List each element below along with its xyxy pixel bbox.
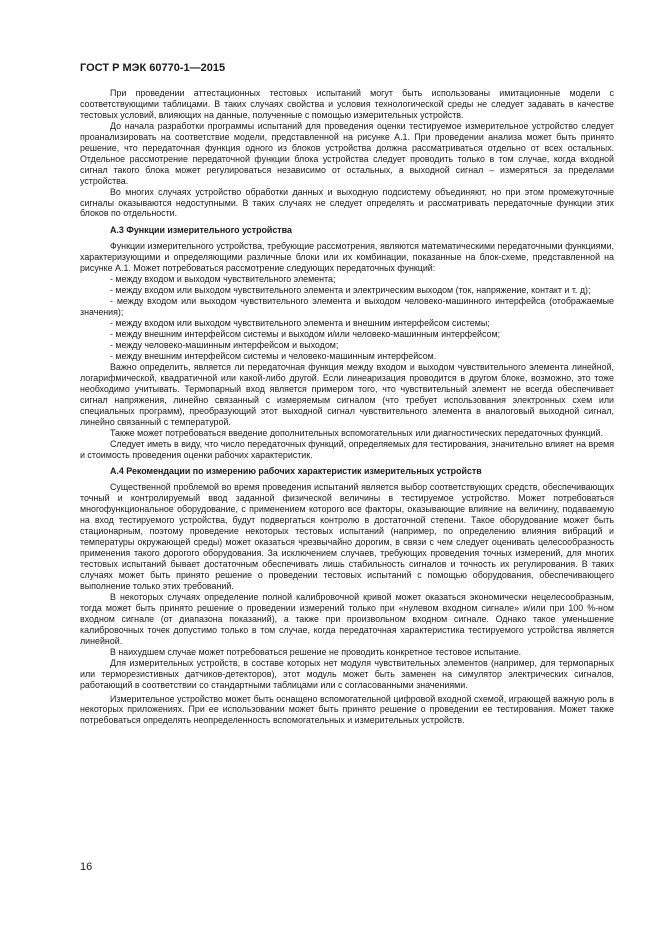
list-item-3: - между входом или выходом чувствительного элемента и выходом человеко-машинного интерфейса (отображаемые значения);: [80, 296, 614, 318]
paragraph-7: Следует иметь в виду, что число передаточных функций, определяемых для тестирования, значительно влияет на время и стоимость проведения оценки рабочих характеристик.: [80, 438, 614, 460]
paragraph-1: При проведении аттестационных тестовых испытаний могут быть использованы имитационные модели с соответствующими таблицами. В таких случаях свойства и условия технологической среды не следует задавать в качестве тестовых условий, влияющих на данные, полученные с помощью измерительных устройств.: [80, 88, 614, 120]
list-item-2: - между входом или выходом чувствительного элемента и электрическим выходом (ток, напряжение, контакт и т. д);: [110, 285, 591, 296]
paragraph-6: Также может потребоваться введение дополнительных вспомогательных или диагностических передаточных функций.: [110, 427, 603, 438]
paragraph-4: Функции измерительного устройства, требующие рассмотрения, являются математическими передаточными функциями, характеризующими и определяющими различные блоки или их комбинации, показанные на блок-схеме, представленной на рисунке А.1. Может потребоваться рассмотрение следующих передаточных функций:: [80, 241, 614, 274]
paragraph-5: Важно определить, является ли передаточная функция между входом и выходом чувствительного элемента линейной, логарифмической, квадратичной или какой-либо другой. Если линеаризация проводится в другом блоке, возможно, это тоже необходимо учитывать. Термопарный вход является примером того, что чувствительный элемент не всегда обеспечивает сигнал напряжения, линейно связанный с измеряемым сигналом (что требует использования электронных схем или специальных программ), преобразующий этот выходной сигнал чувствительного элемента в аналоговый выходной сигнал, линейно связанный с температурой.: [80, 361, 614, 427]
paragraph-11: Для измерительных устройств, в составе которых нет модуля чувствительных элементов (например, для термопарных или терморезистивных датчиков-детекторов), этот модуль может быть заменен на симулятор электрических сигналов, работающий в соответствии со стандартными таблицами или с согласованными значениями.: [80, 657, 614, 690]
section-heading-a4: А.4 Рекомендации по измерению рабочих характеристик измерительных устройств: [110, 466, 482, 477]
paragraph-9: В некоторых случаях определение полной калибровочной кривой может оказаться экономически нецелесообразным, тогда может быть принято решение о проведении измерений только при «нулевом входном сигнале» и/или при 100 %-ном входном сигнале (от диапазона показаний), а также при произвольном входном сигнале. Однако такое уменьшение калибровочных точек допустимо только в том случае, когда передаточная характеристика тестируемого устройства является линейной.: [80, 591, 614, 646]
list-item-1: - между входом и выходом чувствительного элемента;: [110, 274, 336, 285]
section-heading-a3: А.3 Функции измерительного устройства: [110, 225, 292, 236]
document-header: ГОСТ Р МЭК 60770-1—2015: [80, 62, 226, 74]
list-item-5: - между внешним интерфейсом системы и выходом и/или человеко-машинным интерфейсом;: [110, 329, 501, 340]
paragraph-8: Существенной проблемой во время проведения испытаний является выбор соответствующих средств, обеспечивающих точный и контролируемый ввод заданной физической величины в тестируемое устройство. Может потребоваться многофункциональное оборудование, с применением которого все факторы, оказывающие влияние на величину, подаваемую на вход тестируемого устройства, будут подвергаться контролю в достаточной степени. Такое оборудование может быть стационарным, поэтому проведение некоторых тестовых испытаний (например, по определению влияния вибраций и температуры окружающей среды) может оказаться чрезвычайно дорогим, в связи с чем следует оценивать целесообразность применения такого дорогого оборудования. За исключением случаев, требующих проведения точных измерений, для многих тестовых испытаний бывает достаточным обеспечивать лишь стабильность сигналов и точность их регулирования. В таких случаях может быть принято решение о проведении тестовых испытаний с помощью оборудования, обеспечивающего выполнение только этих требований.: [80, 482, 614, 591]
paragraph-2: До начала разработки программы испытаний для проведения оценки тестируемое измерительное устройство следует проанализировать на соответствие модели, представленной на рисунке А.1. При проведении анализа может быть принято решение, что передаточная функция одного из блоков устройства должна рассматриваться отдельно от всех остальных. Отдельное рассмотрение передаточной функции блока устройства следует проводить только в том случае, когда входной сигнал такого блока может регулироваться независимо от остальных, а выходной сигнал – измеряться за пределами устройства.: [80, 120, 614, 186]
list-item-4: - между входом или выходом чувствительного элемента и внешним интерфейсом системы;: [110, 318, 490, 329]
list-item-7: - между внешним интерфейсом системы и человеко-машинным интерфейсом.: [110, 350, 437, 361]
paragraph-10: В наихудшем случае может потребоваться решение не проводить конкретное тестовое испытание.: [110, 646, 522, 657]
paragraph-3: Во многих случаях устройство обработки данных и выходную подсистему объединяют, но при этом промежуточные сигналы оказываются недоступными. В таких случаях не следует определять и рассматривать передаточные функции этих блоков по отдельности.: [80, 186, 614, 219]
page-number: 16: [80, 861, 93, 873]
document-body: [80, 88, 614, 726]
list-item-6: - между человеко-машинным интерфейсом и выходом;: [110, 339, 339, 350]
paragraph-12: Измерительное устройство может быть оснащено вспомогательной цифровой входной схемой, играющей важную роль в некоторых приложениях. При ее использовании может быть принято решение о проведении ее тестирования. Может также потребоваться определять неопределенность вспомогательных и измерительных устройств.: [80, 693, 614, 726]
